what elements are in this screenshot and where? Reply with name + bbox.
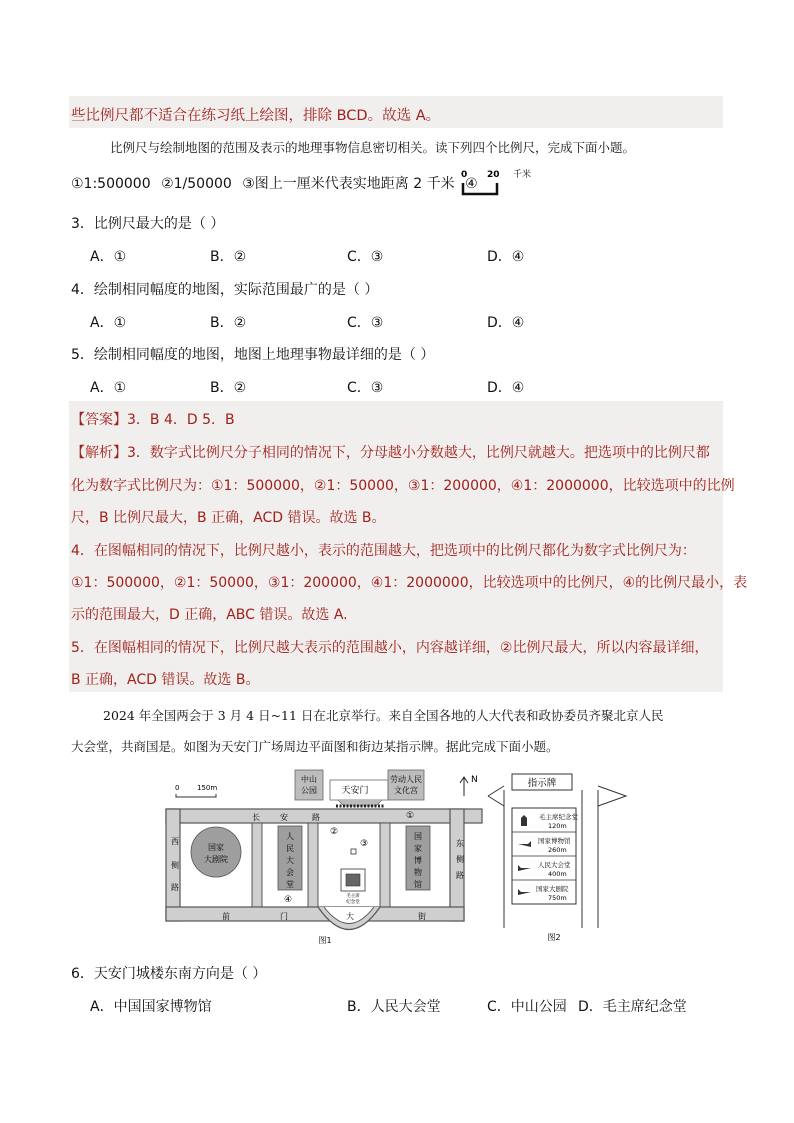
line-scale-zero: 0 [461,170,468,180]
tiananmen-map-figure-1 [160,766,490,950]
analysis-line-6: 示的范围最大，D 正确，ABC 错误。故选 A. [71,607,348,623]
answer-line: 【答案】3．B 4．D 5．B [71,412,235,428]
map1-mark-1: ① [406,811,415,821]
sign-item-2-dist: 260m [548,846,567,854]
qianmen-label-3: 大 [346,912,354,921]
map1-mark-3: ③ [360,839,369,849]
q4-option-a[interactable]: A．① [90,315,127,331]
q5-option-a[interactable]: A．① [90,380,127,396]
laodong-label-1: 劳动人民 [390,775,422,784]
changan-road [166,809,482,823]
changan-label-1: 长 [252,813,260,822]
analysis-line-1: 【解析】3．数字式比例尺分子相同的情况下，分母越小分数越大，比例尺就越大。把选项中的比例尺都 [71,445,710,461]
east-road-label-2: 侧 [456,855,464,864]
q3-option-a[interactable]: A．① [90,249,127,265]
museum-label-5: 馆 [414,880,422,889]
west-road-label-3: 路 [171,883,179,892]
analysis-line-7: 5．在图幅相同的情况下，比例尺越大表示的范围越小，内容越详细，②比例尺最大，所以内容最详细， [71,640,709,656]
memorial-small-label-2: 纪念堂 [346,900,360,905]
museum-label-3: 博 [414,856,422,865]
zhongshan-park-label-1: 中山 [301,775,317,784]
q3-stem: 3．比例尺最大的是（ ） [71,216,225,232]
zhongshan-park-label-2: 公园 [301,786,317,795]
analysis-line-2: 化为数字式比例尺为：①1：500000，②1：50000，③1：200000，④1：2000000，比较选项中的比例 [71,478,735,494]
q4-option-d[interactable]: D．④ [487,315,525,331]
east-road-label-1: 东 [456,839,464,848]
national-theatre [191,827,241,877]
laodong-label-2: 文化宫 [394,786,418,795]
theatre-label-1: 国家 [208,843,224,852]
map1-scale-zero: 0 [175,784,180,792]
signpost-title: 指示牌 [527,778,557,789]
sign-item-4-name: 国家大剧院 [536,885,569,893]
q3-option-b[interactable]: B．② [210,249,247,265]
q4-option-b[interactable]: B．② [210,315,247,331]
line-scale-twenty: 20 [487,170,500,180]
scale-1: ①1:500000 [71,176,151,192]
analysis-line-5: ①1：500000，②1：50000，③1：200000，④1：2000000，比较选项中的比例尺，④的比例尺最小，表 [71,575,748,591]
q3-option-c[interactable]: C．③ [347,249,384,265]
figure-1-caption: 图1 [318,936,332,945]
q5-stem: 5．绘制相同幅度的地图，地图上地理事物最详细的是（ ） [71,347,435,363]
analysis-line-8: B 正确，ACD 错误。故选 B。 [71,672,260,688]
hall-label-4: 会 [286,868,294,877]
museum-label-1: 国 [414,832,422,841]
q5-option-c[interactable]: C．③ [347,380,384,396]
qianmen-label-1: 前 [222,912,230,921]
museum-label-4: 物 [414,868,422,877]
east-side-road [450,809,464,921]
figure-2-caption: 图2 [547,933,561,942]
q4-stem: 4．绘制相同幅度的地图，实际范围最广的是（ ） [71,282,379,298]
q6-option-a[interactable]: A．中国国家博物馆 [90,999,212,1015]
west-road-label-1: 西 [171,837,179,846]
analysis-line-3: 尺，B 比例尺最大，B 正确，ACD 错误。故选 B。 [71,510,386,526]
intro-text-2-line-1: 2024 年全国两会于 3 月 4 日~11 日在北京举行。来自全国各地的人大代表和政协委员齐聚北京人民 [103,708,664,723]
hall-label-3: 大 [286,856,294,865]
memorial-small-label-1: 毛主席 [346,894,360,899]
scale-2: ②1/50000 [161,176,232,192]
museum-label-2: 家 [414,844,422,853]
q3-option-d[interactable]: D．④ [487,249,525,265]
intro-text-1: 比例尺与绘制地图的范围及表示的地理事物信息密切相关。读下列四个比例尺，完成下面小题。 [110,140,636,155]
scales-row [71,173,671,195]
q6-option-c[interactable]: C．中山公园 [487,999,567,1015]
q6-option-b[interactable]: B．人民大会堂 [347,999,441,1015]
sign-item-1-name: 毛主席纪念堂 [539,813,578,821]
west-road-label-2: 侧 [171,861,179,870]
sign-item-3-name: 人民大会堂 [538,861,571,869]
line-scale-graphic [455,166,545,198]
analysis-line-4: 4．在图幅相同的情况下，比例尺越小，表示的范围越大，把选项中的比例尺都化为数字式比例尺为： [71,543,696,559]
hall-label-2: 民 [286,844,294,853]
east-road-label-3: 路 [456,871,464,880]
line-scale-unit: 千米 [513,170,532,180]
hall-label-1: 人 [286,832,294,841]
north-arrow-icon [460,777,468,796]
north-label: N [471,775,478,785]
q5-option-b[interactable]: B．② [210,380,247,396]
sign-item-4-dist: 750m [548,894,567,902]
sign-item-1-dist: 120m [548,822,567,830]
changan-label-2: 安 [280,813,288,822]
signpost-figure-2 [486,766,632,950]
q5-option-d[interactable]: D．④ [487,380,525,396]
map1-mark-4: ④ [284,895,293,905]
theatre-label-2: 大剧院 [204,855,228,864]
map1-scale-length: 150m [197,784,218,792]
tiananmen-label: 天安门 [341,786,369,796]
scale-4-prefix: ④ [465,176,478,192]
sign-item-3-dist: 400m [548,870,567,878]
qianmen-label-4: 街 [418,912,426,921]
prev-explanation: 些比例尺都不适合在练习纸上绘图，排除 BCD。故选 A。 [71,108,441,124]
intro-text-2-line-2: 大会堂，共商国是。如图为天安门广场周边平面图和街边某指示牌。据此完成下面小题。 [71,739,559,754]
q4-option-c[interactable]: C．③ [347,315,384,331]
q6-option-d[interactable]: D．毛主席纪念堂 [578,999,687,1015]
map1-mark-2: ② [330,827,339,837]
q6-stem: 6．天安门城楼东南方向是（ ） [71,966,267,982]
hall-label-5: 堂 [286,880,294,889]
scale-3: ③图上一厘米代表实地距离 2 千米 [242,176,455,192]
qianmen-label-2: 门 [280,912,288,921]
sign-item-2-name: 国家博物馆 [538,837,571,845]
changan-label-3: 路 [312,813,320,822]
